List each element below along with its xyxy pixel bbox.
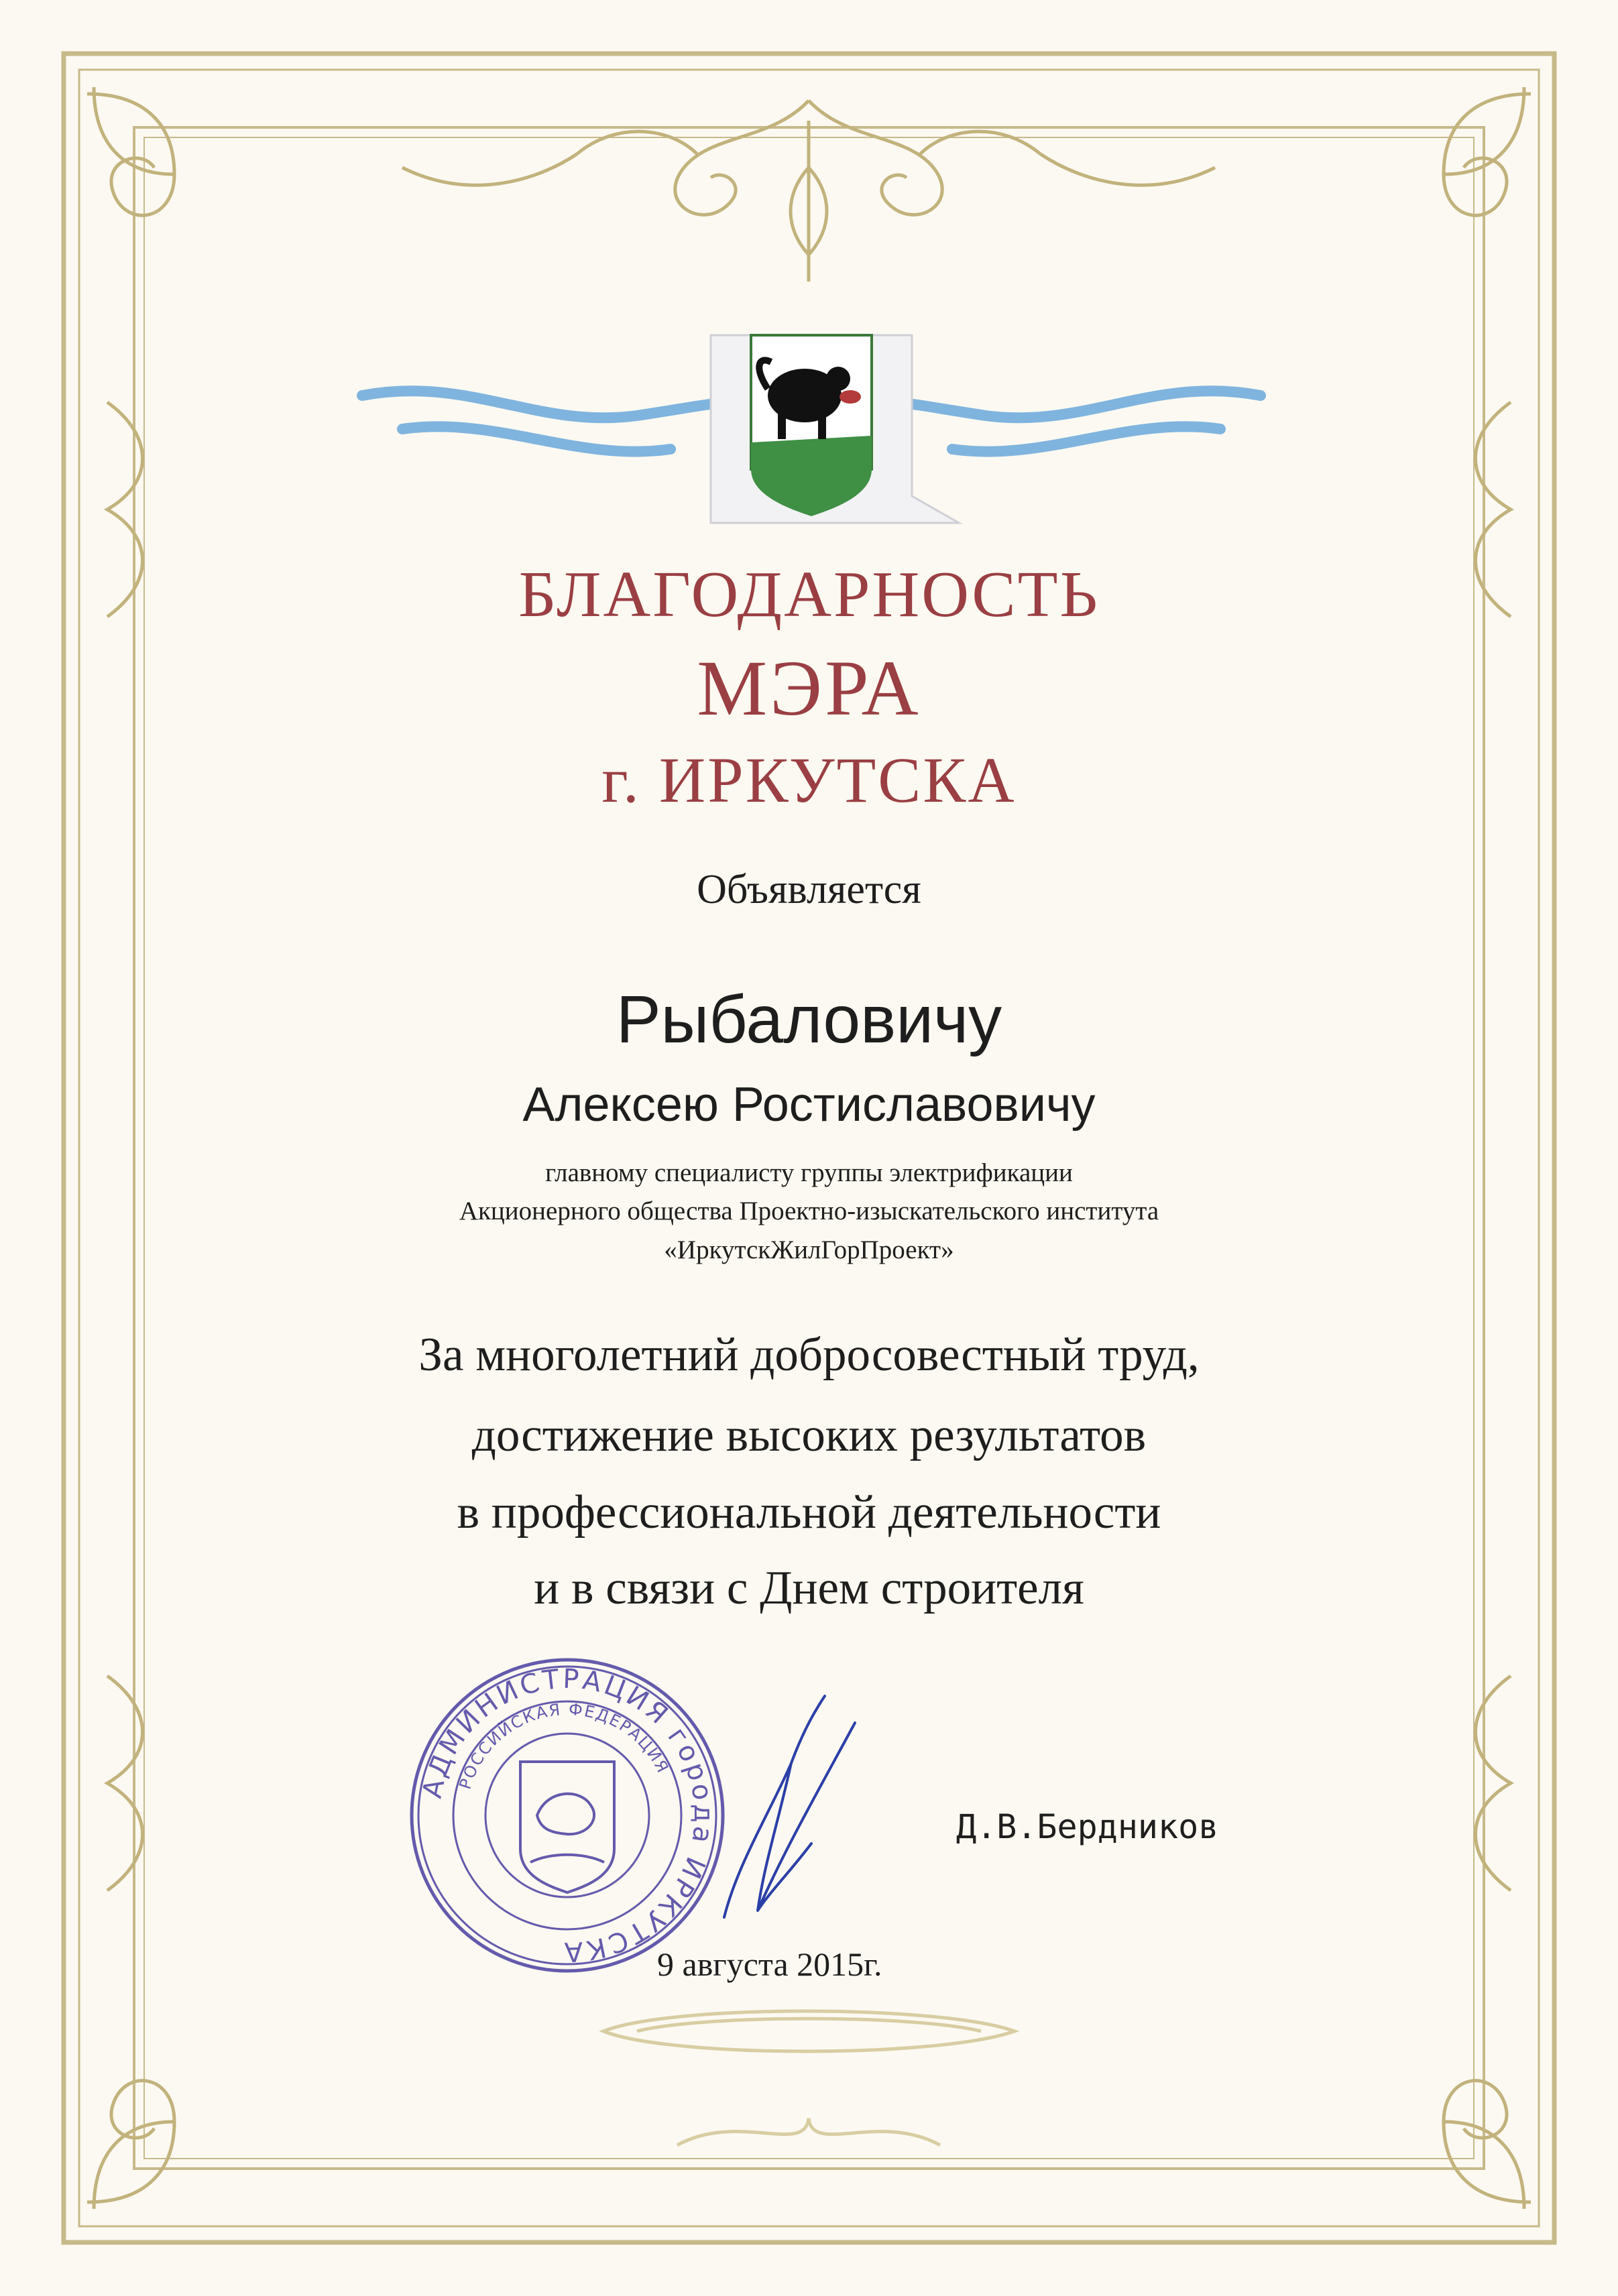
title-line-2: МЭРА xyxy=(697,644,921,732)
reason-line-1: За многолетний добросовестный труд, xyxy=(418,1329,1200,1381)
title-line-3: г. ИРКУТСКА xyxy=(601,744,1017,816)
official-seal-icon xyxy=(406,1654,728,1976)
reason-line-2: достижение высоких результатов xyxy=(471,1409,1147,1461)
issue-date: 9 августа 2015г. xyxy=(657,1945,882,1983)
signer-name: Д.В.Бердников xyxy=(956,1807,1219,1846)
reason-line-4: и в связи с Днем строителя xyxy=(534,1562,1084,1614)
irkutsk-coat-of-arms-icon xyxy=(711,322,912,523)
title-line-1: БЛАГОДАРНОСТЬ xyxy=(518,558,1100,631)
seal-inner-text: РОССИЙСКАЯ ФЕДЕРАЦИЯ xyxy=(455,1699,673,1792)
signature-icon xyxy=(711,1689,865,1944)
position-line-1: главному специалисту группы электрификации xyxy=(545,1158,1073,1187)
recipient-name: Алексею Ростиславовичу xyxy=(522,1078,1096,1132)
announcement-text: Объявляется xyxy=(697,867,921,912)
seal-outer-text: АДМИНИСТРАЦИЯ города ИРКУТСКА xyxy=(416,1663,719,1968)
reason-line-3: в профессиональной деятельности xyxy=(457,1486,1161,1538)
position-line-3: «ИркутскЖилГорПроект» xyxy=(664,1235,954,1264)
position-line-2: Акционерного общества Проектно-изыскательского института xyxy=(459,1197,1159,1225)
recipient-surname: Рыбаловичу xyxy=(616,982,1002,1057)
